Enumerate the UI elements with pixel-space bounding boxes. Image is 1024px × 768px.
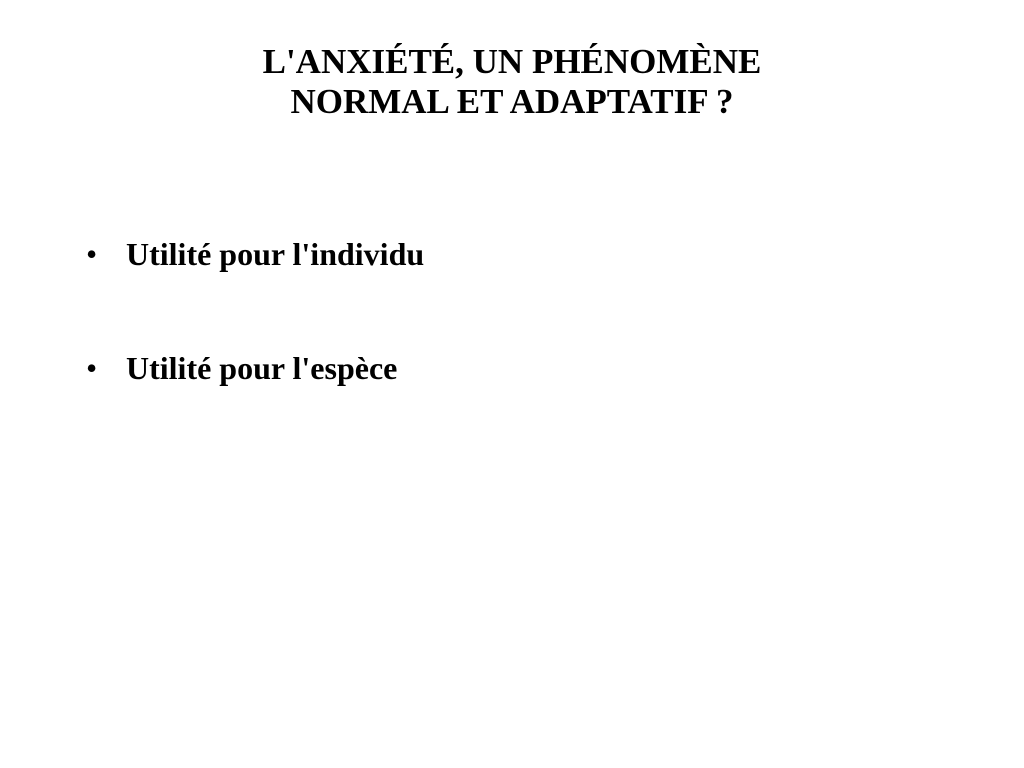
bullet-icon: • [86,350,98,386]
bullet-text: Utilité pour l'espèce [126,350,398,386]
bullet-item-individu [86,234,424,274]
slide-title-line-1: L'ANXIÉTÉ, UN PHÉNOMÈNE [262,42,762,81]
bullet-item-espece [86,348,424,388]
slide-title [0,42,1024,122]
slide-title-line-2: NORMAL ET ADAPTATIF ? [290,82,734,121]
bullet-text: Utilité pour l'individu [126,236,425,272]
bullet-icon: • [86,236,98,272]
bullet-list [86,234,424,462]
